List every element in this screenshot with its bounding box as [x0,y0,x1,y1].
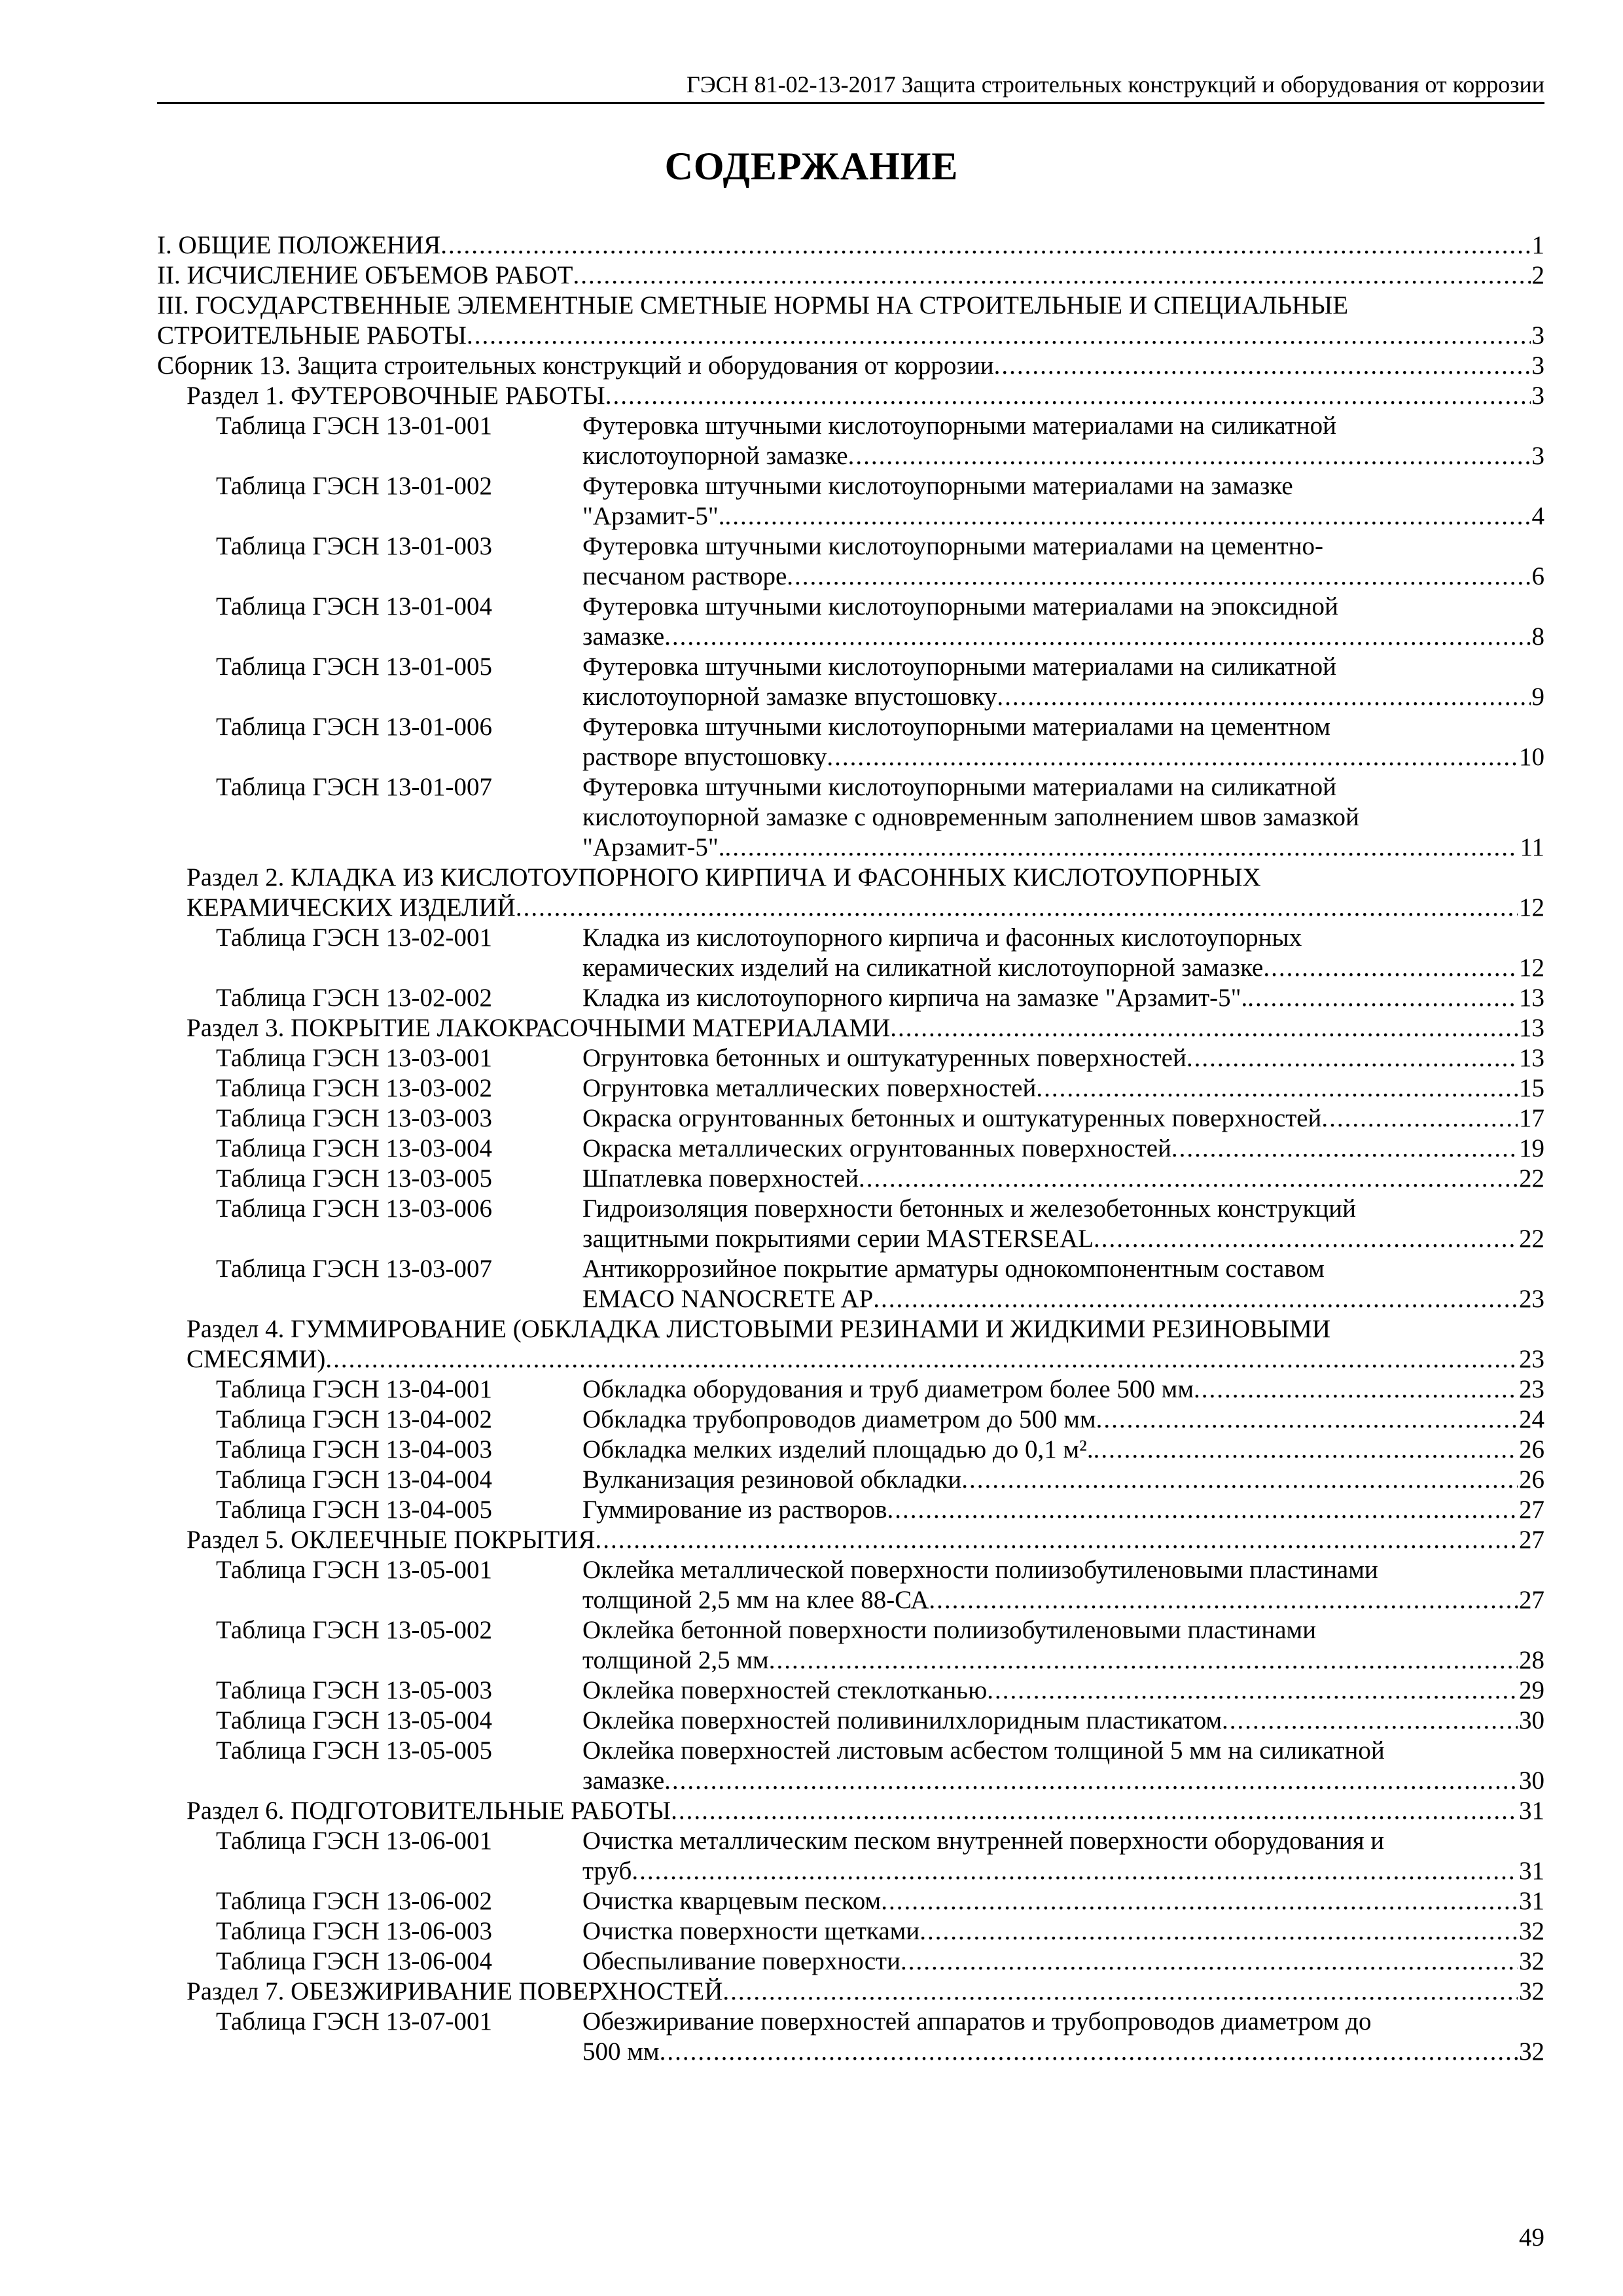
toc-page-number: 28 [1519,1646,1544,1674]
toc-table-entry[interactable] [157,2007,1544,2067]
toc-table-entry[interactable] [157,1946,1544,1977]
dot-leader [873,1284,1518,1314]
toc-table-entry[interactable] [157,592,1544,652]
toc-page-number: 32 [1519,1947,1544,1975]
toc-entry-text-line: Вулканизация резиновой обкладки [582,1465,962,1494]
toc-entry-text-line: кислотоупорной замазке с одновременным заполнением швов замазкой [582,803,1359,831]
toc-entry-code: Таблица ГЭСН 13-01-003 [216,532,492,560]
toc-page-number: 2 [1531,261,1544,289]
dot-leader [1247,983,1518,1013]
toc-entry-text-line: Обеспыливание поверхности [582,1947,901,1975]
toc-entry-text-line: замазке [582,1767,665,1795]
toc-page-number: 11 [1520,833,1544,861]
dot-leader [901,1946,1518,1977]
toc-entry-text-line: толщиной 2,5 мм на клее 88-СА [582,1586,929,1614]
toc-page-number: 26 [1519,1435,1544,1463]
toc-page-number: 13 [1519,984,1544,1012]
toc-page-number: 12 [1519,893,1544,922]
dot-leader [787,562,1530,592]
dot-leader [605,381,1531,411]
toc-entry-text-line: Раздел 7. ОБЕЗЖИРИВАНИЕ ПОВЕРХНОСТЕЙ [187,1977,723,2005]
toc-page-number: 19 [1519,1134,1544,1162]
dot-leader [1171,1134,1518,1164]
toc-entry-text-line: Оклейка поверхностей листовым асбестом толщиной 5 мм на силикатной [582,1736,1385,1765]
toc-table-entry[interactable] [157,983,1544,1013]
dot-leader [859,1164,1518,1194]
toc-page-number: 3 [1531,382,1544,410]
toc-page-number: 32 [1519,1977,1544,2005]
toc-entry-text-line: защитными покрытиями серии MASTERSEAL [582,1225,1094,1253]
toc-entry-code: Таблица ГЭСН 13-07-001 [216,2007,492,2036]
toc-entry-text-line: Сборник 13. Защита строительных конструкций и оборудования от коррозии [157,351,994,380]
toc-entry-text-line: кислотоупорной замазке [582,442,848,470]
toc-chapter-entry[interactable] [157,260,1544,291]
toc-table-entry[interactable] [157,772,1544,863]
toc-entry-text-line: растворе впустошовку [582,743,827,771]
dot-leader [1222,1706,1518,1736]
toc-entry-code: Таблица ГЭСН 13-01-007 [216,773,492,801]
toc-table-entry[interactable] [157,471,1544,531]
toc-section-entry[interactable] [157,1525,1544,1555]
toc-page-number: 13 [1519,1014,1544,1042]
toc-entry-code: Таблица ГЭСН 13-01-002 [216,472,492,500]
toc-table-entry[interactable] [157,1435,1544,1465]
toc-table-entry[interactable] [157,1736,1544,1796]
toc-table-entry[interactable] [157,1706,1544,1736]
toc-entry-code: Таблица ГЭСН 13-05-004 [216,1706,492,1734]
toc-page-number: 12 [1519,954,1544,982]
dot-leader [848,441,1531,471]
dot-leader [1094,1224,1518,1254]
toc-page-number: 22 [1519,1164,1544,1193]
toc-page-number: 31 [1519,1797,1544,1825]
toc-page-number: 30 [1519,1767,1544,1795]
dot-leader [1036,1073,1518,1103]
toc-page-number: 29 [1519,1676,1544,1704]
toc-entry-text-line: Футеровка штучными кислотоупорными материалами на эпоксидной [582,592,1338,620]
dot-leader [660,2037,1518,2067]
toc-section-entry[interactable] [157,381,1544,411]
dot-leader [1321,1103,1518,1134]
toc-table-entry[interactable] [157,531,1544,592]
toc-entry-text-line: Окраска металлических огрунтованных поверхностей [582,1134,1171,1162]
toc-page-number: 3 [1531,321,1544,350]
toc-entry-code: Таблица ГЭСН 13-05-002 [216,1616,492,1644]
toc-entry-text-line: СТРОИТЕЛЬНЫЕ РАБОТЫ [157,321,467,350]
toc-entry-code: Таблица ГЭСН 13-01-001 [216,412,492,440]
toc-entry-text-line: Раздел 2. КЛАДКА ИЗ КИСЛОТОУПОРНОГО КИРПИЧА И ФАСОННЫХ КИСЛОТОУПОРНЫХ [187,863,1261,891]
toc-table-entry[interactable] [157,1073,1544,1103]
toc-entry-text-line: "Арзамит-5". [582,502,725,530]
toc-table-entry[interactable] [157,411,1544,471]
toc-page-number: 26 [1519,1465,1544,1494]
toc-entry-code: Таблица ГЭСН 13-03-002 [216,1074,492,1102]
toc-entry-text-line: Футеровка штучными кислотоупорными материалами на замазке [582,472,1293,500]
toc-entry-text-line: СМЕСЯМИ) [187,1345,326,1373]
toc-section-entry[interactable] [157,1977,1544,2007]
dot-leader [987,1676,1518,1706]
toc-section-entry[interactable] [157,863,1544,923]
toc-page-number: 9 [1531,683,1544,711]
toc-table-entry[interactable] [157,1615,1544,1676]
toc-entry-text-line: Оклейка поверхностей поливинилхлоридным пластикатом [582,1706,1222,1734]
toc-entry-text-line: Антикоррозийное покрытие арматуры однокомпонентным составом [582,1255,1325,1283]
toc-entry-code: Таблица ГЭСН 13-02-002 [216,984,492,1012]
dot-leader [725,833,1519,863]
toc-entry-code: Таблица ГЭСН 13-02-001 [216,924,492,952]
dot-leader [440,230,1530,260]
toc-table-entry[interactable] [157,1194,1544,1254]
toc-chapter-entry[interactable] [157,291,1544,351]
toc-table-entry[interactable] [157,1465,1544,1495]
toc-entry-text-line: песчаном растворе [582,562,787,590]
dot-leader [769,1645,1518,1676]
toc-entry-text-line: Футеровка штучными кислотоупорными материалами на цементном [582,713,1330,741]
toc-entry-text-line: Очистка кварцевым песком [582,1887,882,1915]
dot-leader [997,682,1530,712]
toc-chapter-entry[interactable] [157,230,1544,260]
toc-section-entry[interactable] [157,1013,1544,1043]
toc-table-entry[interactable] [157,1164,1544,1194]
toc-section-entry[interactable] [157,1314,1544,1374]
toc-page-number: 31 [1519,1857,1544,1885]
toc-table-entry[interactable] [157,1826,1544,1886]
toc-entry-text-line: Огрунтовка металлических поверхностей [582,1074,1037,1102]
dot-leader [595,1525,1518,1555]
dot-leader [1096,1405,1518,1435]
toc-entry-code: Таблица ГЭСН 13-04-002 [216,1405,492,1433]
toc-page-number: 24 [1519,1405,1544,1433]
toc-entry-text-line: Футеровка штучными кислотоупорными материалами на силикатной [582,653,1336,681]
toc-page-number: 30 [1519,1706,1544,1734]
dot-leader [929,1585,1518,1615]
toc-entry-code: Таблица ГЭСН 13-06-002 [216,1887,492,1915]
dot-leader [725,501,1531,531]
toc-entry-code: Таблица ГЭСН 13-03-007 [216,1255,492,1283]
toc-entry-text-line: Раздел 1. ФУТЕРОВОЧНЫЕ РАБОТЫ [187,382,605,410]
toc-table-entry[interactable] [157,1676,1544,1706]
toc-entry-code: Таблица ГЭСН 13-01-006 [216,713,492,741]
toc-page-number: 10 [1519,743,1544,771]
toc-entry-text-line: Шпатлевка поверхностей [582,1164,859,1193]
toc-entry-text-line: толщиной 2,5 мм [582,1646,769,1674]
toc-entry-text-line: Очистка поверхности щетками [582,1917,920,1945]
dot-leader [827,742,1518,772]
toc-entry-text-line: Оклейка поверхностей стеклотканью [582,1676,988,1704]
toc-page-number: 17 [1519,1104,1544,1132]
toc-page-number: 6 [1531,562,1544,590]
toc-entry-text-line: Футеровка штучными кислотоупорными материалами на цементно- [582,532,1323,560]
dot-leader [664,622,1530,652]
toc-entry-code: Таблица ГЭСН 13-03-005 [216,1164,492,1193]
dot-leader [961,1465,1518,1495]
toc-section-entry[interactable] [157,1796,1544,1826]
toc-page-number: 32 [1519,1917,1544,1945]
toc-entry-code: Таблица ГЭСН 13-04-001 [216,1375,492,1403]
toc-entry-text-line: EMACO NANOCRETE AP [582,1285,874,1313]
dot-leader [994,351,1531,381]
toc-page-number: 32 [1519,2037,1544,2066]
toc-entry-text-line: Гуммирование из растворов [582,1496,887,1524]
toc-page-number: 22 [1519,1225,1544,1253]
toc-entry-text-line: Обкладка трубопроводов диаметром до 500 мм [582,1405,1096,1433]
toc-entry-code: Таблица ГЭСН 13-01-004 [216,592,492,620]
toc-entry-text-line: Оклейка бетонной поверхности полиизобутиленовыми пластинами [582,1616,1317,1644]
running-header: ГЭСН 81-02-13-2017 Защита строительных конструкций и оборудования от коррозии [157,71,1544,104]
dot-leader [1194,1374,1518,1405]
toc-entry-code: Таблица ГЭСН 13-05-003 [216,1676,492,1704]
toc-table-entry[interactable] [157,712,1544,772]
toc-entry-code: Таблица ГЭСН 13-03-006 [216,1194,492,1223]
dot-leader [632,1856,1518,1886]
toc-page-number: 23 [1519,1375,1544,1403]
toc-page-number: 27 [1519,1496,1544,1524]
toc-entry-text-line: Раздел 3. ПОКРЫТИЕ ЛАКОКРАСОЧНЫМИ МАТЕРИАЛАМИ [187,1014,891,1042]
toc-page-number: 8 [1531,622,1544,651]
toc-entry-code: Таблица ГЭСН 13-05-001 [216,1556,492,1584]
toc-entry-text-line: Кладка из кислотоупорного кирпича на замазке "Арзамит-5". [582,984,1248,1012]
toc-entry-code: Таблица ГЭСН 13-04-005 [216,1496,492,1524]
toc-page-number: 4 [1531,502,1544,530]
toc-table-entry[interactable] [157,1374,1544,1405]
toc-page-number: 1 [1531,231,1544,259]
toc-table-entry[interactable] [157,1405,1544,1435]
dot-leader [1263,953,1518,983]
toc-entry-text-line: Обкладка оборудования и труб диаметром более 500 мм [582,1375,1194,1403]
toc-entry-text-line: II. ИСЧИСЛЕНИЕ ОБЪЕМОВ РАБОТ [157,261,573,289]
toc-entry-text-line: Раздел 4. ГУММИРОВАНИЕ (ОБКЛАДКА ЛИСТОВЫМИ РЕЗИНАМИ И ЖИДКИМИ РЕЗИНОВЫМИ [187,1315,1331,1343]
toc-table-entry[interactable] [157,1886,1544,1916]
toc-page-number: 23 [1519,1345,1544,1373]
dot-leader [516,893,1518,923]
toc-entry-text-line: Обкладка мелких изделий площадью до 0,1 м². [582,1435,1094,1463]
toc-entry-code: Таблица ГЭСН 13-04-003 [216,1435,492,1463]
toc-entry-code: Таблица ГЭСН 13-06-001 [216,1827,492,1855]
toc-page-number: 23 [1519,1285,1544,1313]
toc-entry-text-line: Оклейка металлической поверхности полиизобутиленовыми пластинами [582,1556,1378,1584]
dot-leader [890,1013,1518,1043]
toc-entry-code: Таблица ГЭСН 13-01-005 [216,653,492,681]
dot-leader [1094,1435,1518,1465]
toc-entry-text-line: Гидроизоляция поверхности бетонных и железобетонных конструкций [582,1194,1357,1223]
toc-entry-text-line: Окраска огрунтованных бетонных и оштукатуренных поверхностей [582,1104,1322,1132]
toc-entry-code: Таблица ГЭСН 13-05-005 [216,1736,492,1765]
toc-table-entry[interactable] [157,1555,1544,1615]
toc-entry-text-line: Кладка из кислотоупорного кирпича и фасонных кислотоупорных [582,924,1302,952]
toc-entry-text-line: III. ГОСУДАРСТВЕННЫЕ ЭЛЕМЕНТНЫЕ СМЕТНЫЕ НОРМЫ НА СТРОИТЕЛЬНЫЕ И СПЕЦИАЛЬНЫЕ [157,291,1349,319]
toc-entry-text-line: Огрунтовка бетонных и оштукатуренных поверхностей [582,1044,1186,1072]
toc-table-entry[interactable] [157,652,1544,712]
toc-page-number: 3 [1531,351,1544,380]
toc-table-entry[interactable] [157,1043,1544,1073]
toc-entry-text-line: кислотоупорной замазке впустошовку [582,683,997,711]
toc-entry-code: Таблица ГЭСН 13-06-004 [216,1947,492,1975]
toc-entry-code: Таблица ГЭСН 13-03-004 [216,1134,492,1162]
dot-leader [881,1886,1518,1916]
dot-leader [573,260,1530,291]
toc-entry-text-line: Обезжиривание поверхностей аппаратов и трубопроводов диаметром до [582,2007,1372,2036]
toc-entry-text-line: "Арзамит-5". [582,833,725,861]
toc-entry-code: Таблица ГЭСН 13-03-001 [216,1044,492,1072]
toc-entry-text-line: I. ОБЩИЕ ПОЛОЖЕНИЯ [157,231,441,259]
toc-entry-code: Таблица ГЭСН 13-04-004 [216,1465,492,1494]
toc-table-entry[interactable] [157,1134,1544,1164]
dot-leader [1186,1043,1518,1073]
dot-leader [919,1916,1518,1946]
dot-leader [467,321,1530,351]
toc-page-number: 3 [1531,442,1544,470]
dot-leader [325,1344,1518,1374]
toc-page-number: 15 [1519,1074,1544,1102]
toc-table-entry[interactable] [157,1103,1544,1134]
toc-entry-text-line: 500 мм [582,2037,660,2066]
toc-entry-text-line: Футеровка штучными кислотоупорными материалами на силикатной [582,773,1336,801]
toc-entry-text-line: труб [582,1857,632,1885]
toc-chapter-entry[interactable] [157,351,1544,381]
toc-entry-text-line: керамических изделий на силикатной кислотоупорной замазке [582,954,1264,982]
toc-page-number: 27 [1519,1526,1544,1554]
toc-page-number: 13 [1519,1044,1544,1072]
toc-table-entry[interactable] [157,1916,1544,1946]
dot-leader [722,1977,1518,2007]
toc-table-entry[interactable] [157,1495,1544,1525]
toc-entry-code: Таблица ГЭСН 13-06-003 [216,1917,492,1945]
toc-entry-text-line: Очистка металлическим песком внутренней поверхности оборудования и [582,1827,1385,1855]
toc-entry-text-line: КЕРАМИЧЕСКИХ ИЗДЕЛИЙ [187,893,516,922]
toc-entry-text-line: Раздел 5. ОКЛЕЕЧНЫЕ ПОКРЫТИЯ [187,1526,596,1554]
page-title: СОДЕРЖАНИЕ [664,145,959,188]
toc-page-number: 27 [1519,1586,1544,1614]
toc-entry-text-line: Футеровка штучными кислотоупорными материалами на силикатной [582,412,1336,440]
toc-entry-text-line: Раздел 6. ПОДГОТОВИТЕЛЬНЫЕ РАБОТЫ [187,1797,671,1825]
toc-entry-code: Таблица ГЭСН 13-03-003 [216,1104,492,1132]
page-number: 49 [1519,2223,1544,2251]
dot-leader [671,1796,1518,1826]
toc-table-entry[interactable] [157,923,1544,983]
dot-leader [887,1495,1518,1525]
dot-leader [664,1766,1518,1796]
toc-table-entry[interactable] [157,1254,1544,1314]
table-of-contents [157,230,1544,2067]
toc-page-number: 31 [1519,1887,1544,1915]
toc-entry-text-line: замазке [582,622,665,651]
